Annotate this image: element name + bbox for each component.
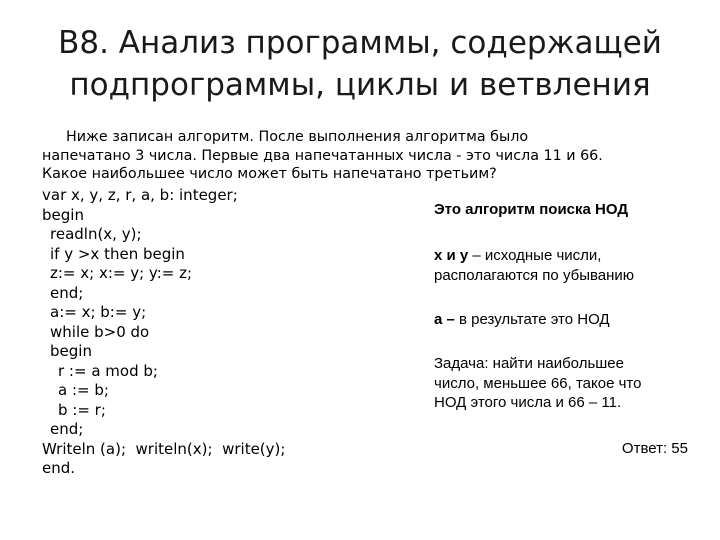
problem-line: напечатано 3 числа. Первые два напечатанных числа - это числа 11 и 66. (42, 147, 603, 164)
task-line: НОД этого числа и 66 – 11. (434, 394, 622, 411)
a-description: в результате это НОД (454, 311, 610, 328)
problem-statement (42, 128, 702, 184)
code-line: var x, y, z, r, a, b: integer; (42, 186, 238, 204)
xy-description: – исходные числи, (468, 247, 602, 264)
code-line: Writeln (a); writeln(x); write(y); (42, 439, 286, 458)
code-line: r := a mod b; (58, 361, 158, 380)
algorithm-code (42, 186, 285, 479)
code-line: begin (42, 205, 84, 224)
xy-note (434, 246, 634, 285)
gcd-heading: Это алгоритм поиска НОД (434, 201, 629, 218)
code-line: z:= x; x:= y; y:= z; (50, 264, 193, 282)
a-label: a – (434, 311, 455, 328)
task-line: число, меньшее 66, такое что (434, 374, 642, 392)
code-line: b := r; (58, 400, 106, 419)
task-line: Задача: найти наибольшее (434, 355, 624, 372)
task-note (434, 354, 641, 413)
code-line: while b>0 do (50, 322, 150, 341)
code-line: a := b; (58, 381, 109, 399)
code-line: if y >x then begin (50, 244, 185, 263)
slide-title-line-2: подпрограммы, циклы и ветвления (69, 67, 651, 103)
code-line: end; (50, 420, 84, 438)
code-line: a:= x; b:= y; (50, 303, 147, 321)
answer: Ответ: 55 (621, 440, 688, 457)
code-line: begin (50, 342, 92, 360)
code-line: end. (42, 459, 76, 477)
xy-label: x и y (434, 247, 469, 264)
a-note (434, 310, 610, 330)
xy-description-line-2: располагаются по убыванию (434, 266, 635, 284)
gcd-note (434, 200, 628, 220)
problem-line: Ниже записан алгоритм. После выполнения алгоритма было (66, 129, 529, 145)
code-line: readln(x, y); (50, 225, 142, 243)
slide-title (0, 22, 720, 106)
problem-line: Какое наибольшее число может быть напечатано третьим? (42, 166, 497, 182)
slide-title-line-1: B8. Анализ программы, содержащей (58, 25, 662, 61)
code-line: end; (50, 283, 84, 302)
